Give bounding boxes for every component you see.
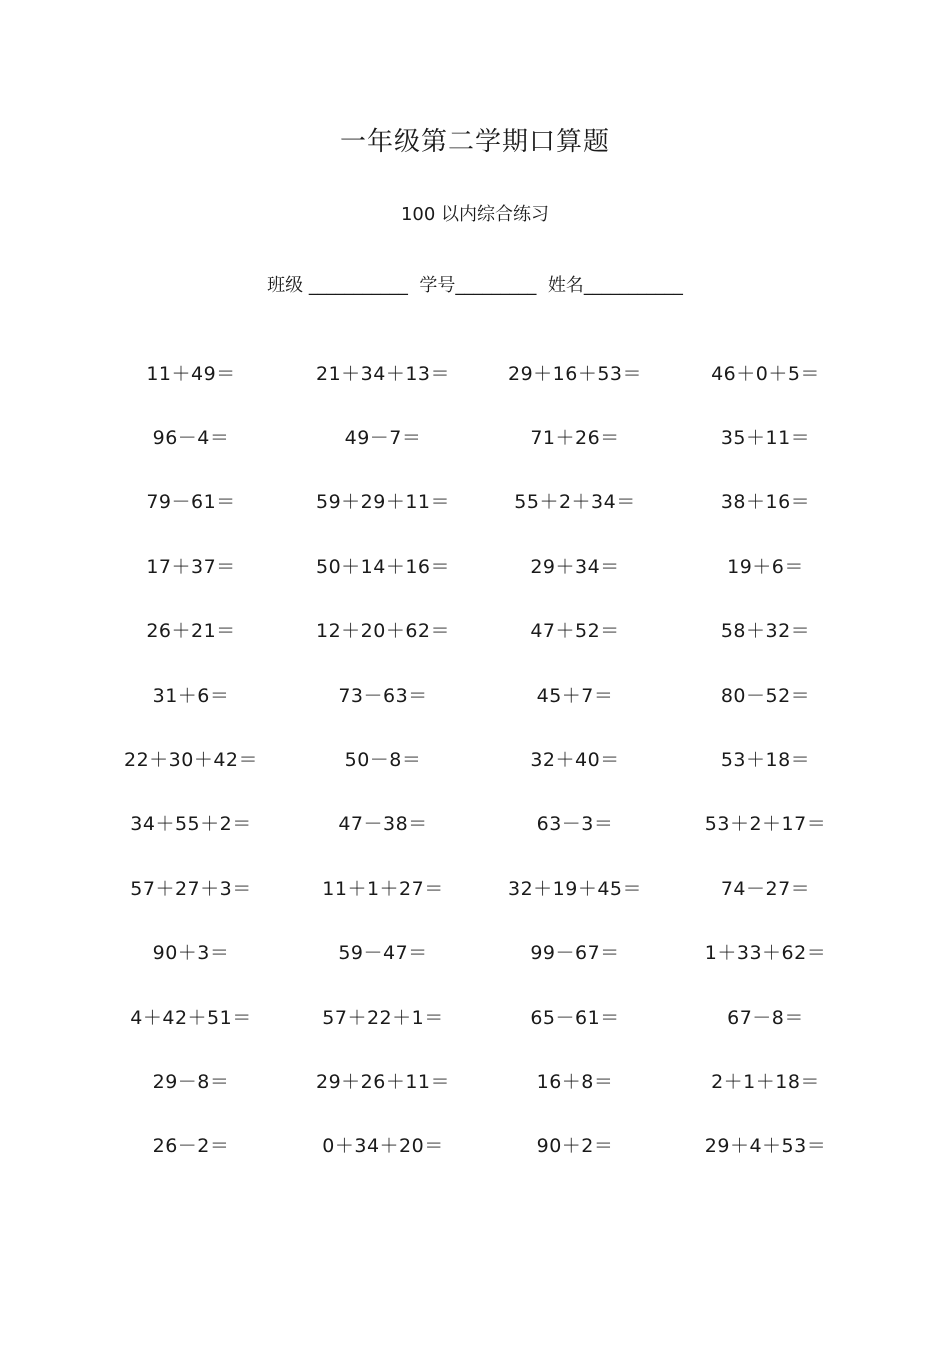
problem: 63－3＝: [536, 813, 614, 836]
problem: 32＋40＝: [530, 749, 620, 772]
problem: 50＋14＋16＝: [315, 555, 451, 578]
name-label: 姓名: [547, 275, 584, 296]
problem-row: [95, 920, 860, 984]
problem: 67－8＝: [727, 1006, 804, 1029]
problem: 57＋22＋1＝: [322, 1006, 444, 1029]
problem: 58＋32＝: [720, 620, 811, 643]
problem-grid: [95, 340, 860, 1177]
problem: 32＋19＋45＝: [507, 877, 643, 900]
problem-row: [95, 340, 860, 404]
problem: 17＋37＝: [146, 555, 236, 578]
problem: 53＋18＝: [720, 749, 811, 772]
problem-row: [95, 855, 860, 919]
problem: 29＋34＝: [530, 555, 620, 578]
problem: 35＋11＝: [720, 427, 811, 450]
problem: 29＋4＋53＝: [704, 1135, 827, 1158]
problem: 21＋34＋13＝: [315, 362, 451, 385]
problem: 47－38＝: [338, 813, 428, 836]
problem: 46＋0＋5＝: [711, 362, 820, 385]
problem: 26＋21＝: [146, 620, 236, 643]
problem: 71＋26＝: [530, 427, 620, 450]
problem: 34＋55＋2＝: [130, 813, 252, 836]
problem: 50－8＝: [344, 749, 422, 772]
problem-row: [95, 1113, 860, 1177]
problem-row: [95, 533, 860, 597]
problem: 55＋2＋34＝: [514, 491, 636, 514]
problem: 19＋6＝: [727, 555, 804, 578]
problem-row: [95, 791, 860, 855]
problem: 80－52＝: [720, 684, 811, 707]
problem: 22＋30＋42＝: [123, 749, 259, 772]
problem: 29－8＝: [152, 1070, 230, 1093]
problem-row: [95, 469, 860, 533]
problem: 57＋27＋3＝: [130, 877, 252, 900]
problem: 90＋2＝: [536, 1135, 614, 1158]
problem: 59－47＝: [338, 942, 428, 965]
problem: 12＋20＋62＝: [315, 620, 451, 643]
student-number-blank: _________: [455, 275, 537, 296]
problem: 0＋34＋20＝: [322, 1135, 444, 1158]
problem: 2＋1＋18＝: [711, 1070, 820, 1093]
student-number-label: 学号: [419, 275, 456, 296]
problem: 26－2＝: [152, 1135, 230, 1158]
worksheet-subtitle: 100 以内综合练习: [400, 204, 550, 225]
problem: 90＋3＝: [152, 942, 230, 965]
worksheet-title: 一年级第二学期口算题: [339, 127, 610, 157]
problem-row: [95, 598, 860, 662]
problem: 1＋33＋62＝: [704, 942, 827, 965]
name-blank: ___________: [583, 275, 683, 296]
class-blank: ___________: [308, 275, 408, 296]
problem: 38＋16＝: [720, 491, 811, 514]
problem: 31＋6＝: [152, 684, 230, 707]
problem: 53＋2＋17＝: [704, 813, 827, 836]
problem: 4＋42＋51＝: [130, 1006, 252, 1029]
problem: 65－61＝: [530, 1006, 620, 1029]
problem: 99－67＝: [530, 942, 620, 965]
problem: 79－61＝: [146, 491, 236, 514]
problem: 16＋8＝: [536, 1070, 614, 1093]
problem: 96－4＝: [152, 427, 230, 450]
problem: 45＋7＝: [536, 684, 614, 707]
problem: 74－27＝: [720, 877, 811, 900]
problem-row: [95, 726, 860, 790]
problem: 11＋49＝: [146, 362, 236, 385]
problem: 73－63＝: [338, 684, 428, 707]
problem: 29＋16＋53＝: [507, 362, 643, 385]
problem-row: [95, 404, 860, 468]
problem-row: [95, 1048, 860, 1112]
problem: 49－7＝: [344, 427, 422, 450]
problem-row: [95, 984, 860, 1048]
class-label: 班级: [267, 275, 304, 296]
problem: 29＋26＋11＝: [315, 1070, 451, 1093]
problem-row: [95, 662, 860, 726]
problem: 47＋52＝: [530, 620, 620, 643]
student-info-line: [0, 273, 950, 299]
problem: 11＋1＋27＝: [322, 877, 444, 900]
problem: 59＋29＋11＝: [315, 491, 451, 514]
